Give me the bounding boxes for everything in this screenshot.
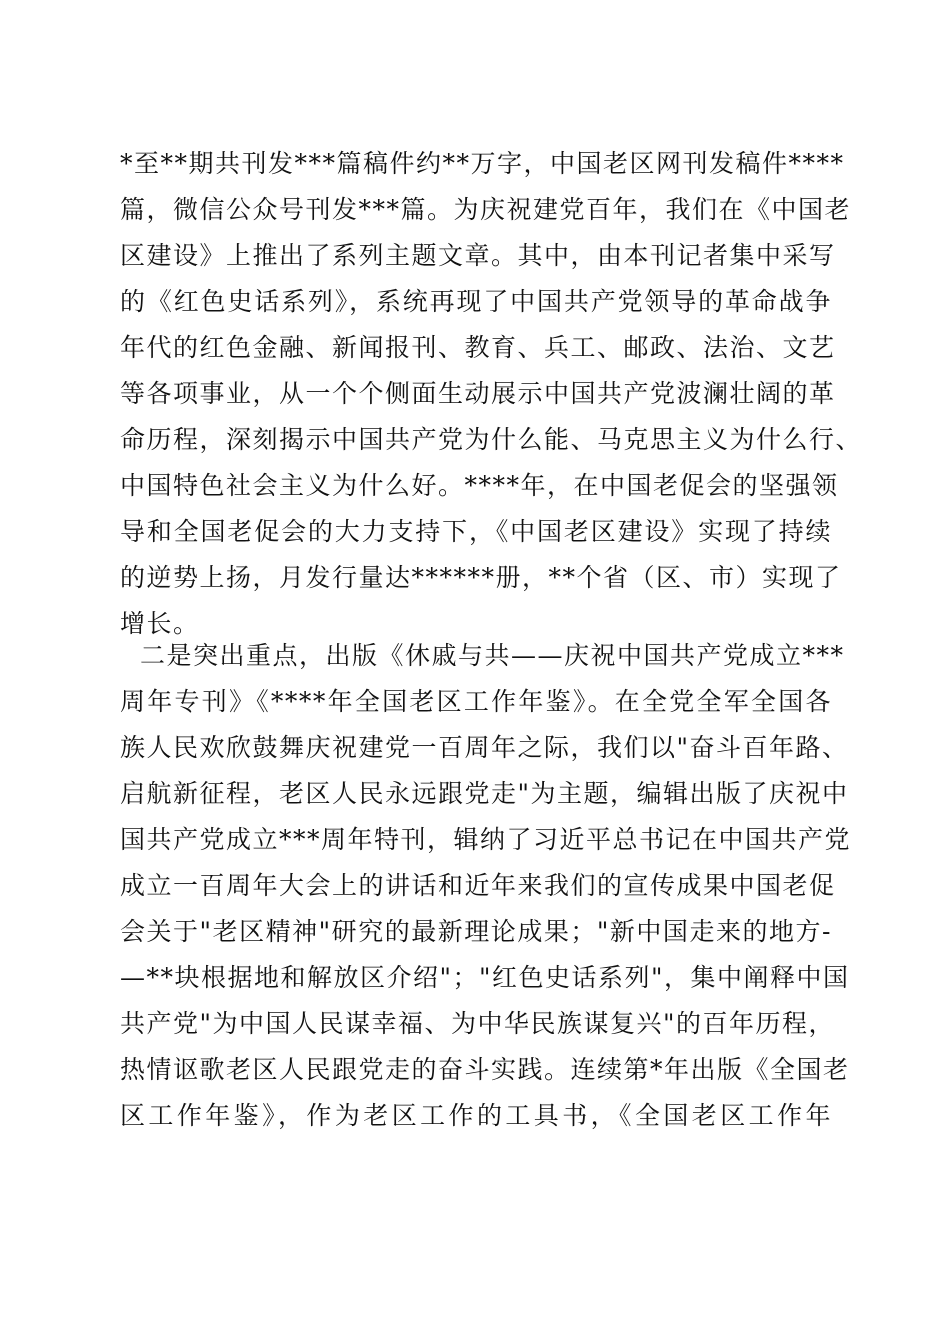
paragraph-2-line: 成立一百周年大会上的讲话和近年来我们的宣传成果中国老促 — [120, 871, 836, 900]
paragraph-2 — [120, 633, 852, 1139]
paragraph-1-line: 等各项事业，从一个个侧面生动展示中国共产党波澜壮阔的革 — [120, 379, 836, 408]
paragraph-2-line: 周年专刊》《****年全国老区工作年鉴》。在全党全军全国各 — [120, 687, 832, 716]
paragraph-2-line: 国共产党成立***周年特刊，辑纳了习近平总书记在中国共产党 — [120, 825, 852, 854]
paragraph-2-line: 区工作年鉴》，作为老区工作的工具书，《全国老区工作年 — [120, 1101, 832, 1130]
paragraph-2-line: 二是突出重点，出版《休戚与共——庆祝中国共产党成立*** — [140, 641, 845, 670]
paragraph-1-line: 的逆势上扬，月发行量达******册，**个省（区、市）实现了 — [120, 563, 842, 592]
paragraph-2-line: 共产党"为中国人民谋幸福、为中华民族谋复兴"的百年历程， — [120, 1009, 836, 1038]
paragraph-1-line: 中国特色社会主义为什么好。****年，在中国老促会的坚强领 — [120, 471, 839, 500]
paragraph-1-line: 命历程，深刻揭示中国共产党为什么能、马克思主义为什么行、 — [120, 425, 863, 454]
paragraph-1-line: 区建设》上推出了系列主题文章。其中，由本刊记者集中采写 — [120, 241, 836, 270]
paragraph-1-line: 年代的红色金融、新闻报刊、教育、兵工、邮政、法治、文艺 — [120, 333, 836, 362]
paragraph-1-line: 的《红色史话系列》，系统再现了中国共产党领导的革命战争 — [120, 287, 832, 316]
paragraph-2-line: —**块根据地和解放区介绍"；"红色史话系列"，集中阐释中国 — [120, 963, 850, 992]
paragraph-1-line: 增长。 — [120, 609, 200, 638]
paragraph-1-line: 导和全国老促会的大力支持下，《中国老区建设》实现了持续 — [120, 517, 832, 546]
paragraph-1-line: *至**期共刊发***篇稿件约**万字，中国老区网刊发稿件**** — [120, 149, 845, 178]
paragraph-2-line: 热情讴歌老区人民跟党走的奋斗实践。连续第*年出版《全国老 — [120, 1055, 850, 1084]
paragraph-1 — [120, 141, 863, 647]
paragraph-1-line: 篇，微信公众号刊发***篇。为庆祝建党百年，我们在《中国老 — [120, 195, 852, 224]
paragraph-2-line: 启航新征程，老区人民永远跟党走"为主题，编辑出版了庆祝中 — [120, 779, 849, 808]
paragraph-2-line: 族人民欢欣鼓舞庆祝建党一百周年之际，我们以"奋斗百年路、 — [120, 733, 849, 762]
paragraph-2-line: 会关于"老区精神"研究的最新理论成果；"新中国走来的地方- — [120, 917, 832, 946]
